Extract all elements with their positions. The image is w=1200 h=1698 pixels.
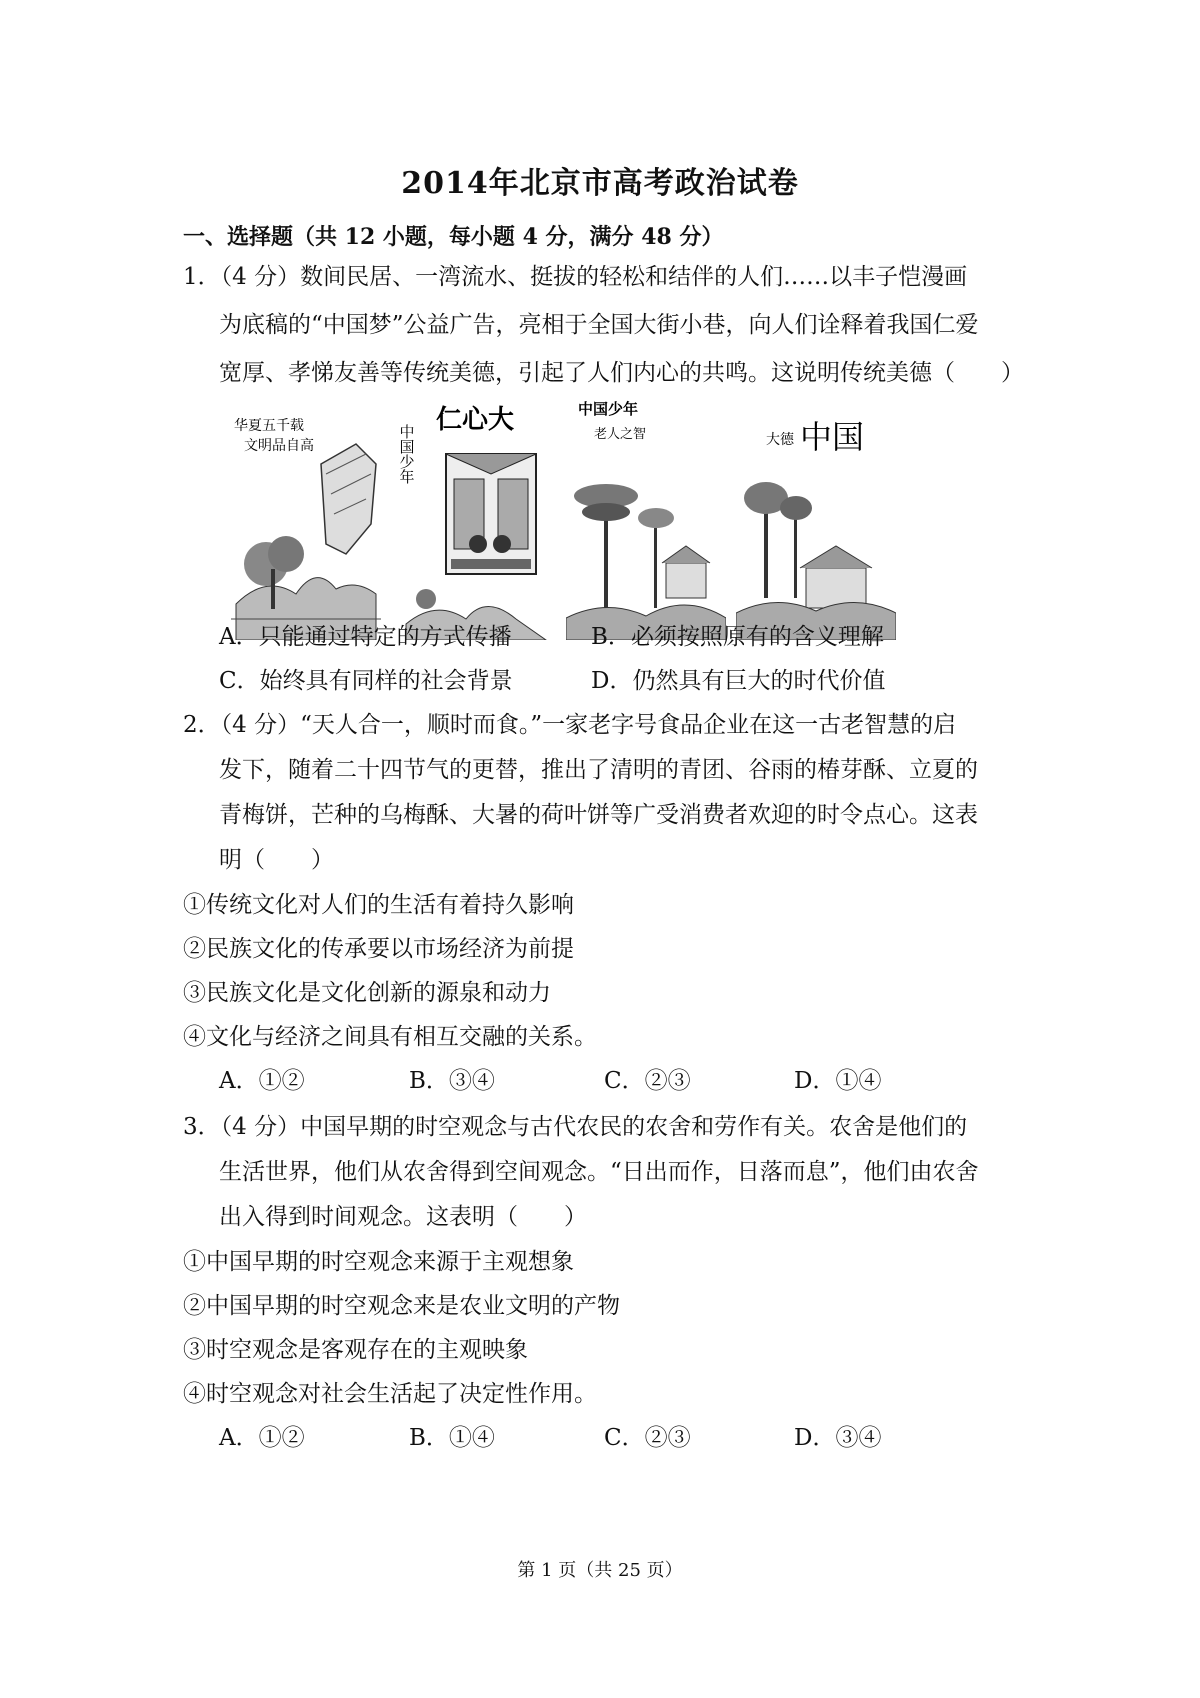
section-heading: 一、选择题（共 12 小题，每小题 4 分，满分 48 分） (183, 224, 724, 250)
question-2-item-4: ④文化与经济之间具有相互交融的关系。 (183, 1024, 597, 1050)
illustration-3-caption-2: 老人之智 (594, 426, 647, 441)
option-a[interactable]: A．①② (219, 1425, 305, 1451)
illustration-3 (566, 388, 726, 640)
option-c[interactable]: C．始终具有同样的社会背景 (219, 668, 513, 694)
option-c[interactable]: C．②③ (604, 1425, 691, 1451)
question-1-line-3: 宽厚、孝悌友善等传统美德，引起了人们内心的共鸣。这说明传统美德（ ） (219, 360, 1024, 386)
option-d[interactable]: D．③④ (794, 1425, 882, 1451)
option-a[interactable]: A．①② (219, 1068, 305, 1094)
question-1-illustrations (226, 401, 926, 640)
question-3-item-2: ②中国早期的时空观念来是农业文明的产物 (183, 1293, 620, 1319)
question-2-line-3: 青梅饼，芒种的乌梅酥、大暑的荷叶饼等广受消费者欢迎的时令点心。这表 (219, 802, 978, 828)
option-b[interactable]: B．①④ (409, 1425, 495, 1451)
page-footer: 第 1 页（共 25 页） (517, 1560, 683, 1581)
illustration-1-caption-2: 文明品自高 (244, 437, 314, 453)
illustration-3-caption-1: 中国少年 (578, 401, 639, 418)
question-3-line-2: 生活世界，他们从农舍得到空间观念。“日出而作，日落而息”，他们由农舍 (219, 1159, 979, 1185)
illustration-2-top-text: 仁心大 (436, 405, 515, 434)
question-3-item-1: ①中国早期的时空观念来源于主观想象 (183, 1249, 574, 1275)
illustration-1 (226, 404, 386, 640)
question-3-item-3: ③时空观念是客观存在的主观映象 (183, 1337, 528, 1363)
option-d[interactable]: D．①④ (794, 1068, 882, 1094)
question-2-item-3: ③民族文化是文化创新的源泉和动力 (183, 980, 551, 1006)
illustration-2 (396, 394, 556, 640)
option-c[interactable]: C．②③ (604, 1068, 691, 1094)
question-3-line-1: 3．（4 分）中国早期的时空观念与古代农民的农舍和劳作有关。农舍是他们的 (183, 1114, 968, 1140)
question-2-item-2: ②民族文化的传承要以市场经济为前提 (183, 936, 574, 962)
option-d[interactable]: D．仍然具有巨大的时代价值 (591, 668, 886, 694)
question-1-line-1: 1．（4 分）数间民居、一湾流水、挺拔的轻松和结伴的人们……以丰子恺漫画 (183, 264, 968, 290)
question-2-item-1: ①传统文化对人们的生活有着持久影响 (183, 892, 574, 918)
question-3-line-3: 出入得到时间观念。这表明（ ） (219, 1204, 587, 1230)
page-title: 2014年北京市高考政治试卷 (401, 166, 799, 201)
illustration-4-caption-2: 中国 (800, 419, 865, 455)
illustration-2-side-text: 中国少年 (397, 424, 415, 484)
illustration-4 (736, 408, 896, 640)
question-1-line-2: 为底稿的“中国梦”公益广告，亮相于全国大街小巷，向人们诠释着我国仁爱 (219, 312, 979, 338)
illustration-4-caption-1: 大德 (766, 431, 794, 447)
illustration-1-caption-1: 华夏五千载 (234, 417, 304, 433)
question-3-item-4: ④时空观念对社会生活起了决定性作用。 (183, 1381, 597, 1407)
question-2-line-1: 2．（4 分）“天人合一，顺时而食。”一家老字号食品企业在这一古老智慧的启 (183, 712, 957, 738)
option-b[interactable]: B．必须按照原有的含义理解 (591, 624, 884, 650)
option-a[interactable]: A．只能通过特定的方式传播 (219, 624, 512, 650)
option-b[interactable]: B．③④ (409, 1068, 495, 1094)
question-2-line-4: 明（ ） (219, 847, 334, 873)
question-2-line-2: 发下，随着二十四节气的更替，推出了清明的青团、谷雨的椿芽酥、立夏的 (219, 757, 978, 783)
